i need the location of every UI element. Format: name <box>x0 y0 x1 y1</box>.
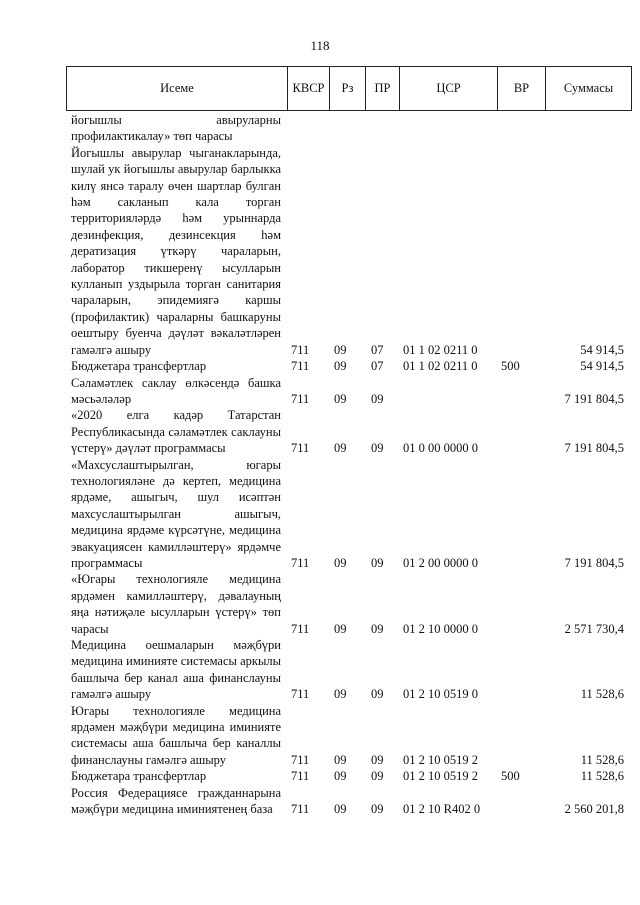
table-row <box>71 145 632 358</box>
row-kvsr: 711 <box>291 359 310 374</box>
row-rz: 09 <box>334 687 347 702</box>
table-row <box>71 785 632 818</box>
row-rz: 09 <box>334 752 347 767</box>
row-rz: 09 <box>334 359 347 374</box>
table-row <box>71 375 632 408</box>
row-rz: 09 <box>334 621 347 636</box>
row-sum: 7 191 804,5 <box>564 441 624 456</box>
row-csr: 01 1 02 0211 0 <box>403 359 478 374</box>
row-rz: 09 <box>334 555 347 570</box>
row-pr: 09 <box>371 769 384 784</box>
row-name: Бюджетара трансфертлар <box>71 359 207 374</box>
row-name: «2020 елга кадәр Татарстан Республикасында сәламәтлек саклауны үстерү» дәүләт программасы <box>71 408 281 456</box>
table-row <box>71 768 632 784</box>
row-rz: 09 <box>334 769 347 784</box>
row-vr: 500 <box>501 769 520 784</box>
row-sum: 7 191 804,5 <box>564 555 624 570</box>
row-name: Йогышлы авырулар чыганакларында, шулай ук йогышлы авырулар барлыкка килү янсә таралу өчен шартлар булган һәм сакланып кала торган территорияләрдә һәм урыннарда дезинфекция, дезинсекция һәм дератизация үткәрү чараларын, лаборатор тикшеренү ысулларын кулланып уздырыла торган санитария чараларын, эпидемиягә каршы (профилактик) чараларны башкаруны оештыру буенча дәүләт вәкаләтләрен гамәлгә ашыру <box>71 145 281 357</box>
row-rz: 09 <box>334 342 347 357</box>
row-kvsr: 711 <box>291 441 310 456</box>
row-kvsr: 711 <box>291 752 310 767</box>
row-pr: 09 <box>371 621 384 636</box>
row-name: «Махсуслаштырылган, югары технологияләне дә кертеп, медицина ярдәме, ашыгыч, шул исәптән махсуслаштырылган ашыгыч, медицина ярдәме күрсәтүне, медицина эвакуациясен камилләштерү» ярдәмче программасы <box>71 457 281 570</box>
table-row <box>71 637 632 703</box>
row-pr: 09 <box>371 687 384 702</box>
table-row <box>71 457 632 572</box>
row-sum: 11 528,6 <box>580 687 624 702</box>
row-rz: 09 <box>334 441 347 456</box>
row-name: Россия Федерациясе гражданнарына мәҗбүри медицина иминиятенең база <box>71 785 281 817</box>
row-kvsr: 711 <box>291 555 310 570</box>
row-sum: 11 528,6 <box>580 769 624 784</box>
row-kvsr: 711 <box>291 802 310 817</box>
row-pr: 09 <box>371 391 384 406</box>
header-kvsr: КВСР <box>287 67 329 110</box>
header-pr: ПР <box>365 67 399 110</box>
row-csr: 01 1 02 0211 0 <box>403 342 478 357</box>
row-rz: 09 <box>334 391 347 406</box>
header-name: Исеме <box>160 81 194 95</box>
row-kvsr: 711 <box>291 391 310 406</box>
row-csr: 01 0 00 0000 0 <box>403 441 478 456</box>
table-row <box>71 358 632 374</box>
row-sum: 7 191 804,5 <box>564 391 624 406</box>
row-pr: 09 <box>371 441 384 456</box>
row-sum: 2 571 730,4 <box>564 621 624 636</box>
row-pr: 07 <box>371 342 384 357</box>
header-csr: ЦСР <box>399 67 497 110</box>
table-row <box>71 571 632 637</box>
row-pr: 09 <box>371 802 384 817</box>
row-kvsr: 711 <box>291 342 310 357</box>
row-csr: 01 2 10 0519 2 <box>403 769 478 784</box>
row-pr: 09 <box>371 555 384 570</box>
row-csr: 01 2 10 0519 0 <box>403 687 478 702</box>
table-row <box>71 703 632 769</box>
row-name: Бюджетара трансфертлар <box>71 769 207 784</box>
row-sum: 54 914,5 <box>580 342 624 357</box>
header-sum: Суммасы <box>545 67 631 110</box>
header-rz: Рз <box>329 67 365 110</box>
table-body <box>71 112 632 817</box>
row-name: Сәламәтлек саклау өлкәсендә башка мәсьәләләр <box>71 375 281 406</box>
table-row <box>71 112 632 145</box>
table-row <box>71 407 632 456</box>
row-kvsr: 711 <box>291 687 310 702</box>
row-csr: 01 2 10 0519 2 <box>403 752 478 767</box>
row-vr: 500 <box>501 359 520 374</box>
page-number: 118 <box>310 38 330 53</box>
row-csr: 01 2 00 0000 0 <box>403 555 478 570</box>
row-kvsr: 711 <box>291 769 310 784</box>
row-name: Югары технологияле медицина ярдәмен мәҗбүри медицина иминияте системасы аша башлыча бер каналлы финанслауны гамәлгә ашыру <box>71 703 281 767</box>
row-kvsr: 711 <box>291 621 310 636</box>
row-sum: 11 528,6 <box>580 752 624 767</box>
row-name: йогышлы авыруларны профилактикалау» төп чарасы <box>71 113 281 144</box>
header-vr: ВР <box>497 67 545 110</box>
row-csr: 01 2 10 0000 0 <box>403 621 478 636</box>
row-pr: 07 <box>371 359 384 374</box>
row-rz: 09 <box>334 802 347 817</box>
row-name: «Югары технологияле медицина ярдәмен камилләштерү, дәвалауның яңа нәтиҗәле ысулларын үстерү» төп чарасы <box>71 572 281 636</box>
row-pr: 09 <box>371 752 384 767</box>
row-sum: 2 560 201,8 <box>564 802 624 817</box>
table-header <box>66 66 632 111</box>
row-name: Медицина оешмаларын мәҗбүри медицина иминияте системасы аркылы башлыча бер канал аша финанслауны гамәлгә ашыру <box>71 638 281 702</box>
row-csr: 01 2 10 R402 0 <box>403 802 481 817</box>
row-sum: 54 914,5 <box>580 359 624 374</box>
